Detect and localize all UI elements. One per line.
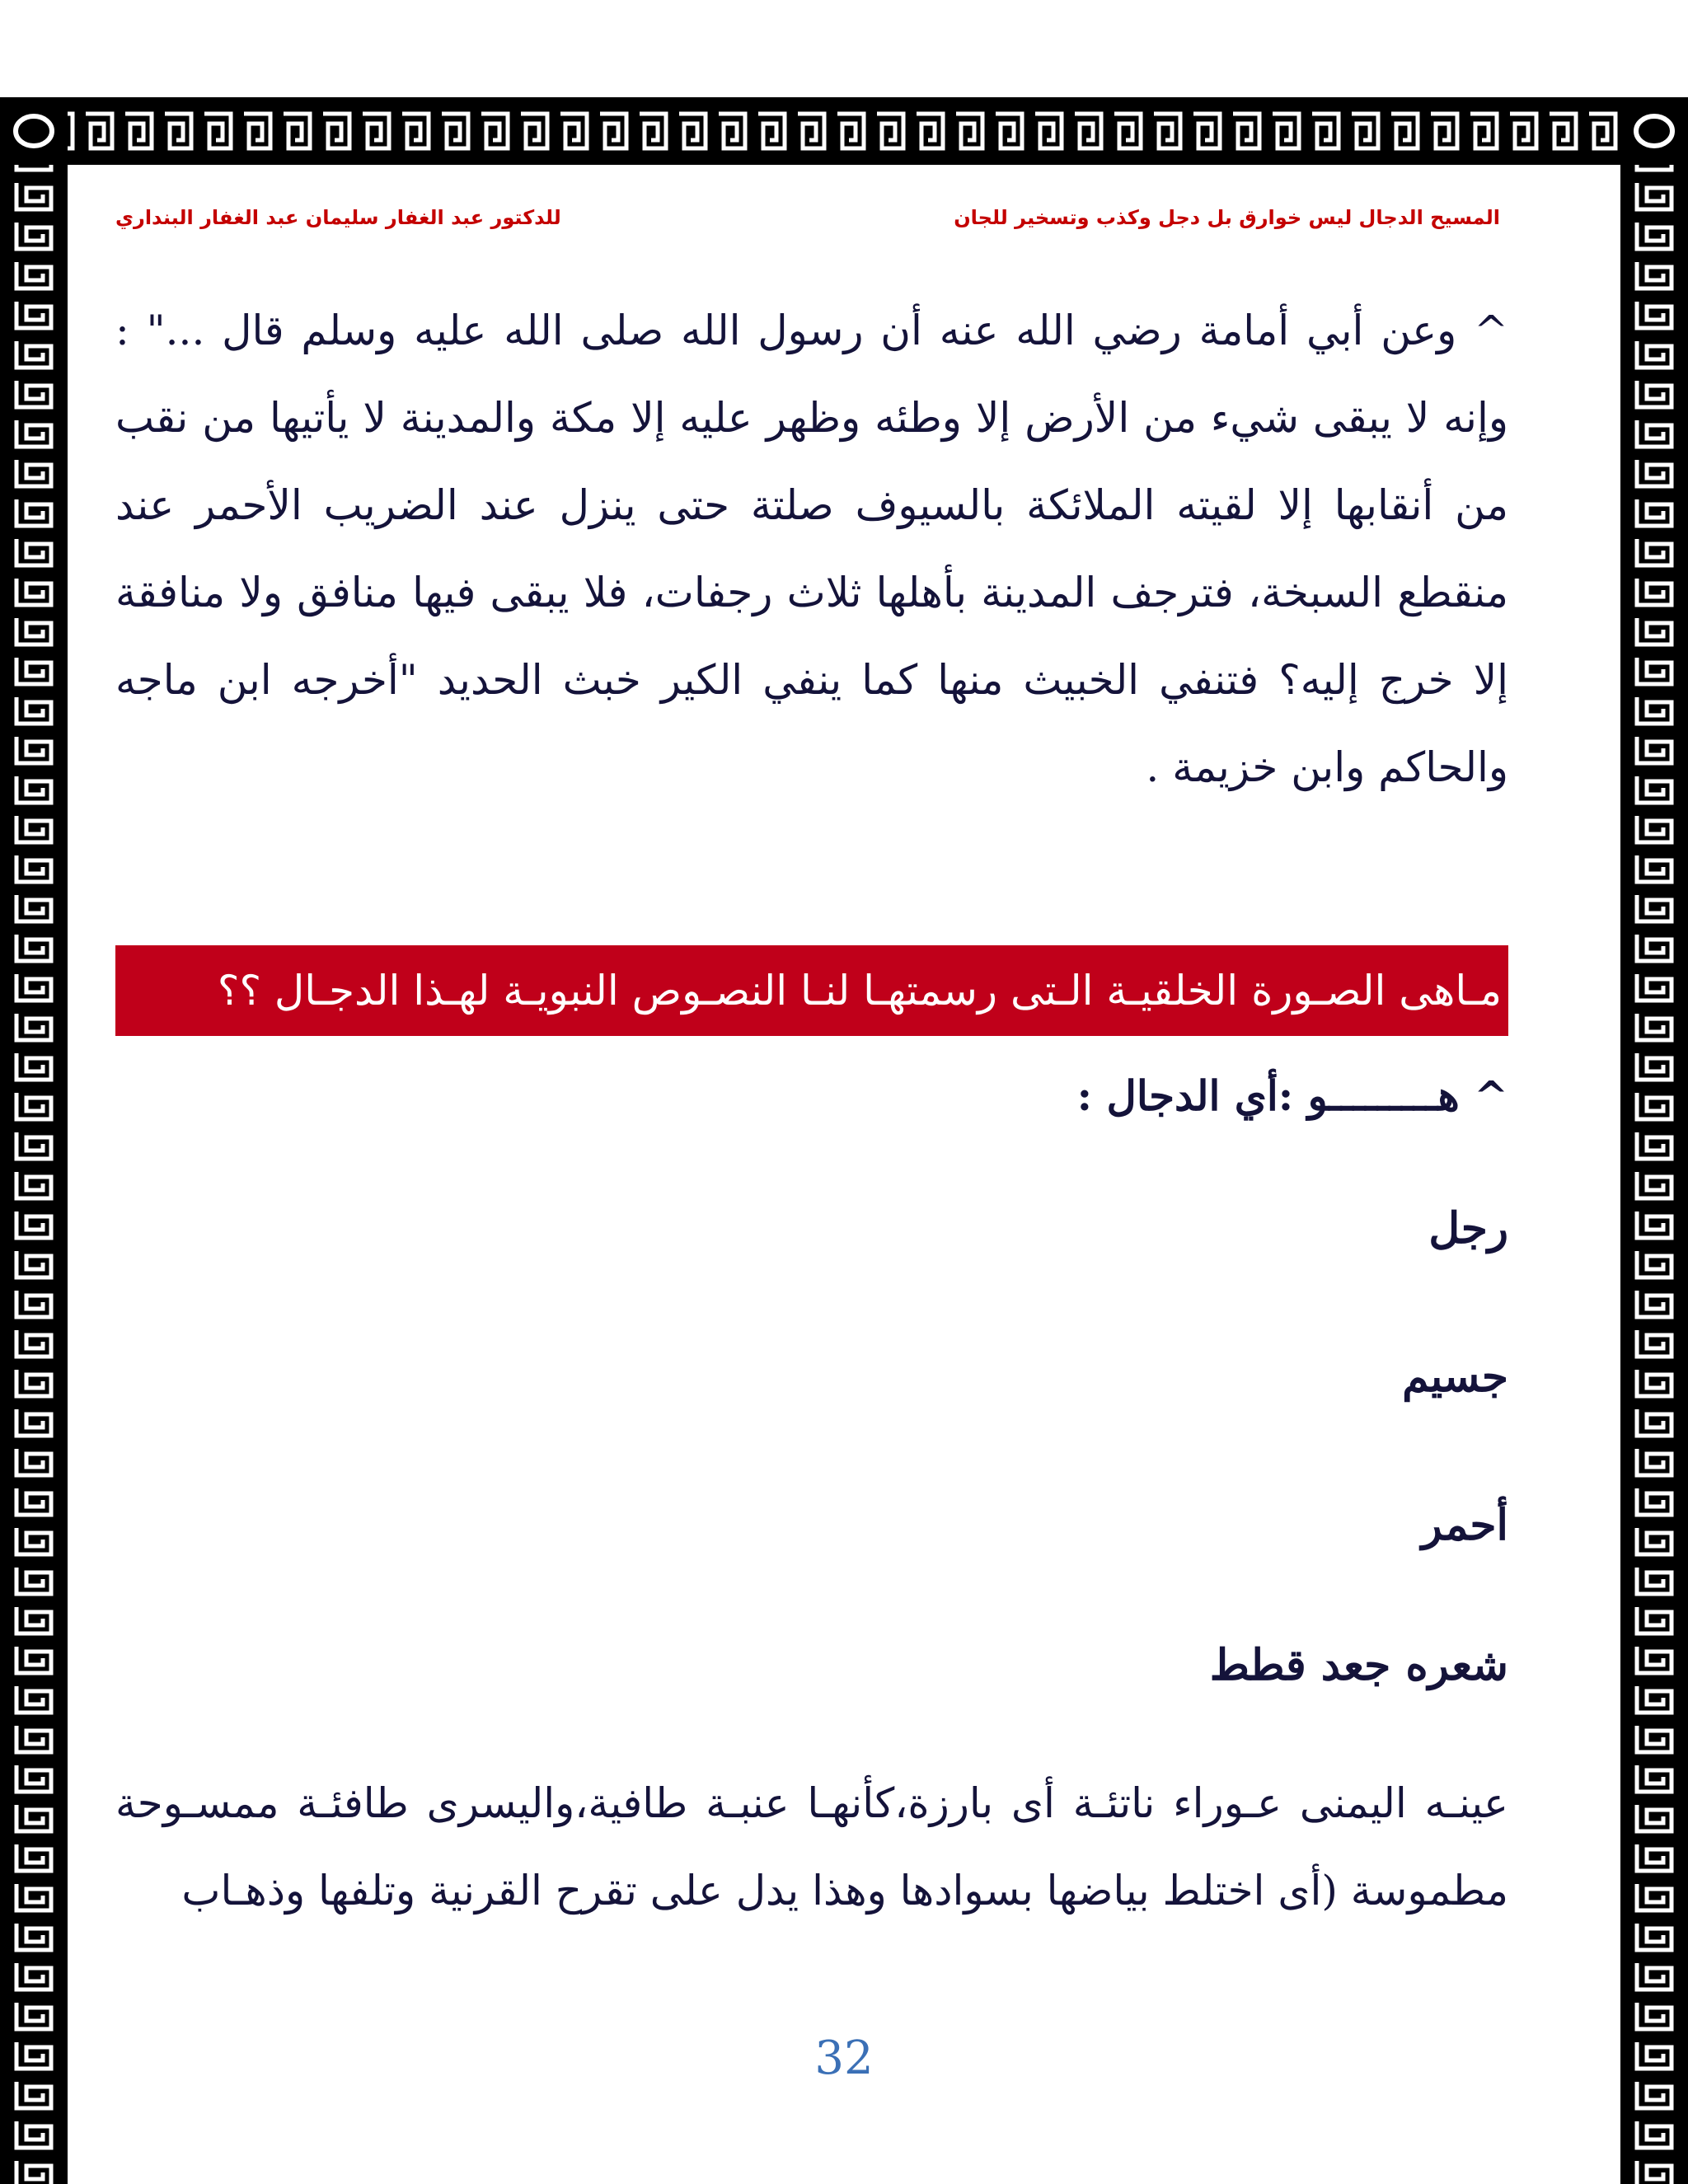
- page-number: 32: [814, 2032, 874, 2085]
- border-right: [1620, 97, 1688, 2184]
- author-name: للدكتور عبد الغفار سليمان عبد الغفار البنداري: [115, 206, 561, 229]
- trait-item: شعره جعد قطط: [1209, 1640, 1508, 1690]
- running-header: [115, 206, 1500, 239]
- book-title: المسيح الدجال ليس خوارق بل دجل وكذب وتسخير للجان: [954, 206, 1500, 229]
- border-top: [0, 97, 1688, 165]
- section-heading: [115, 945, 1508, 1036]
- hadith-paragraph: ^ وعن أبي أمامة رضي الله عنه أن رسول الله صلى الله عليه وسلم قال ..." : وإنه لا يبقى شيء من الأرض إلا وطئه وظهر عليه إلا مكة والمدينة لا يأتيها من نقب من أنقابها إلا لقيته الملائكة بالسيوف صلتة حتى ينزل عند الضريب الأحمر عند منقطع السبخة، فترجف المدينة بأهلها ثلاث رجفات، فلا يبقى فيها منافق ولا منافقة إلا خرج إليه؟ فتنفي الخبيث منها كما ينفي الكير خبث الحديد "أخرجه ابن ماجه والحاكم وابن خزيمة .: [115, 307, 1508, 791]
- section-heading-text: مـاهى الصـورة الخلقيـة الـتى رسمتهـا لنـا النصـوص النبويـة لهـذا الدجـال ؟؟: [217, 967, 1502, 1015]
- main-text: [115, 287, 1508, 811]
- traits-intro: ^ هـــــــــو :أي الدجال :: [1076, 1071, 1508, 1120]
- corner-ornament-right-icon: [1629, 105, 1680, 157]
- corner-ornament-left-icon: [8, 105, 59, 157]
- trait-item: أحمر: [1421, 1500, 1508, 1550]
- trait-item: رجل: [1428, 1203, 1508, 1254]
- trait-item: جسيم: [1402, 1352, 1508, 1402]
- eye-description-paragraph: عينـه اليمنى عـوراء ناتئـة أى بارزة،كأنهـا عنبـة طافية،واليسرى طافئـة ممسـوحة مطموسة (أى اختلط بياضها بسوادها وهذا يدل على تقرح القرنية وتلفها وذهـاب: [115, 1779, 1508, 1915]
- border-left: [0, 97, 68, 2184]
